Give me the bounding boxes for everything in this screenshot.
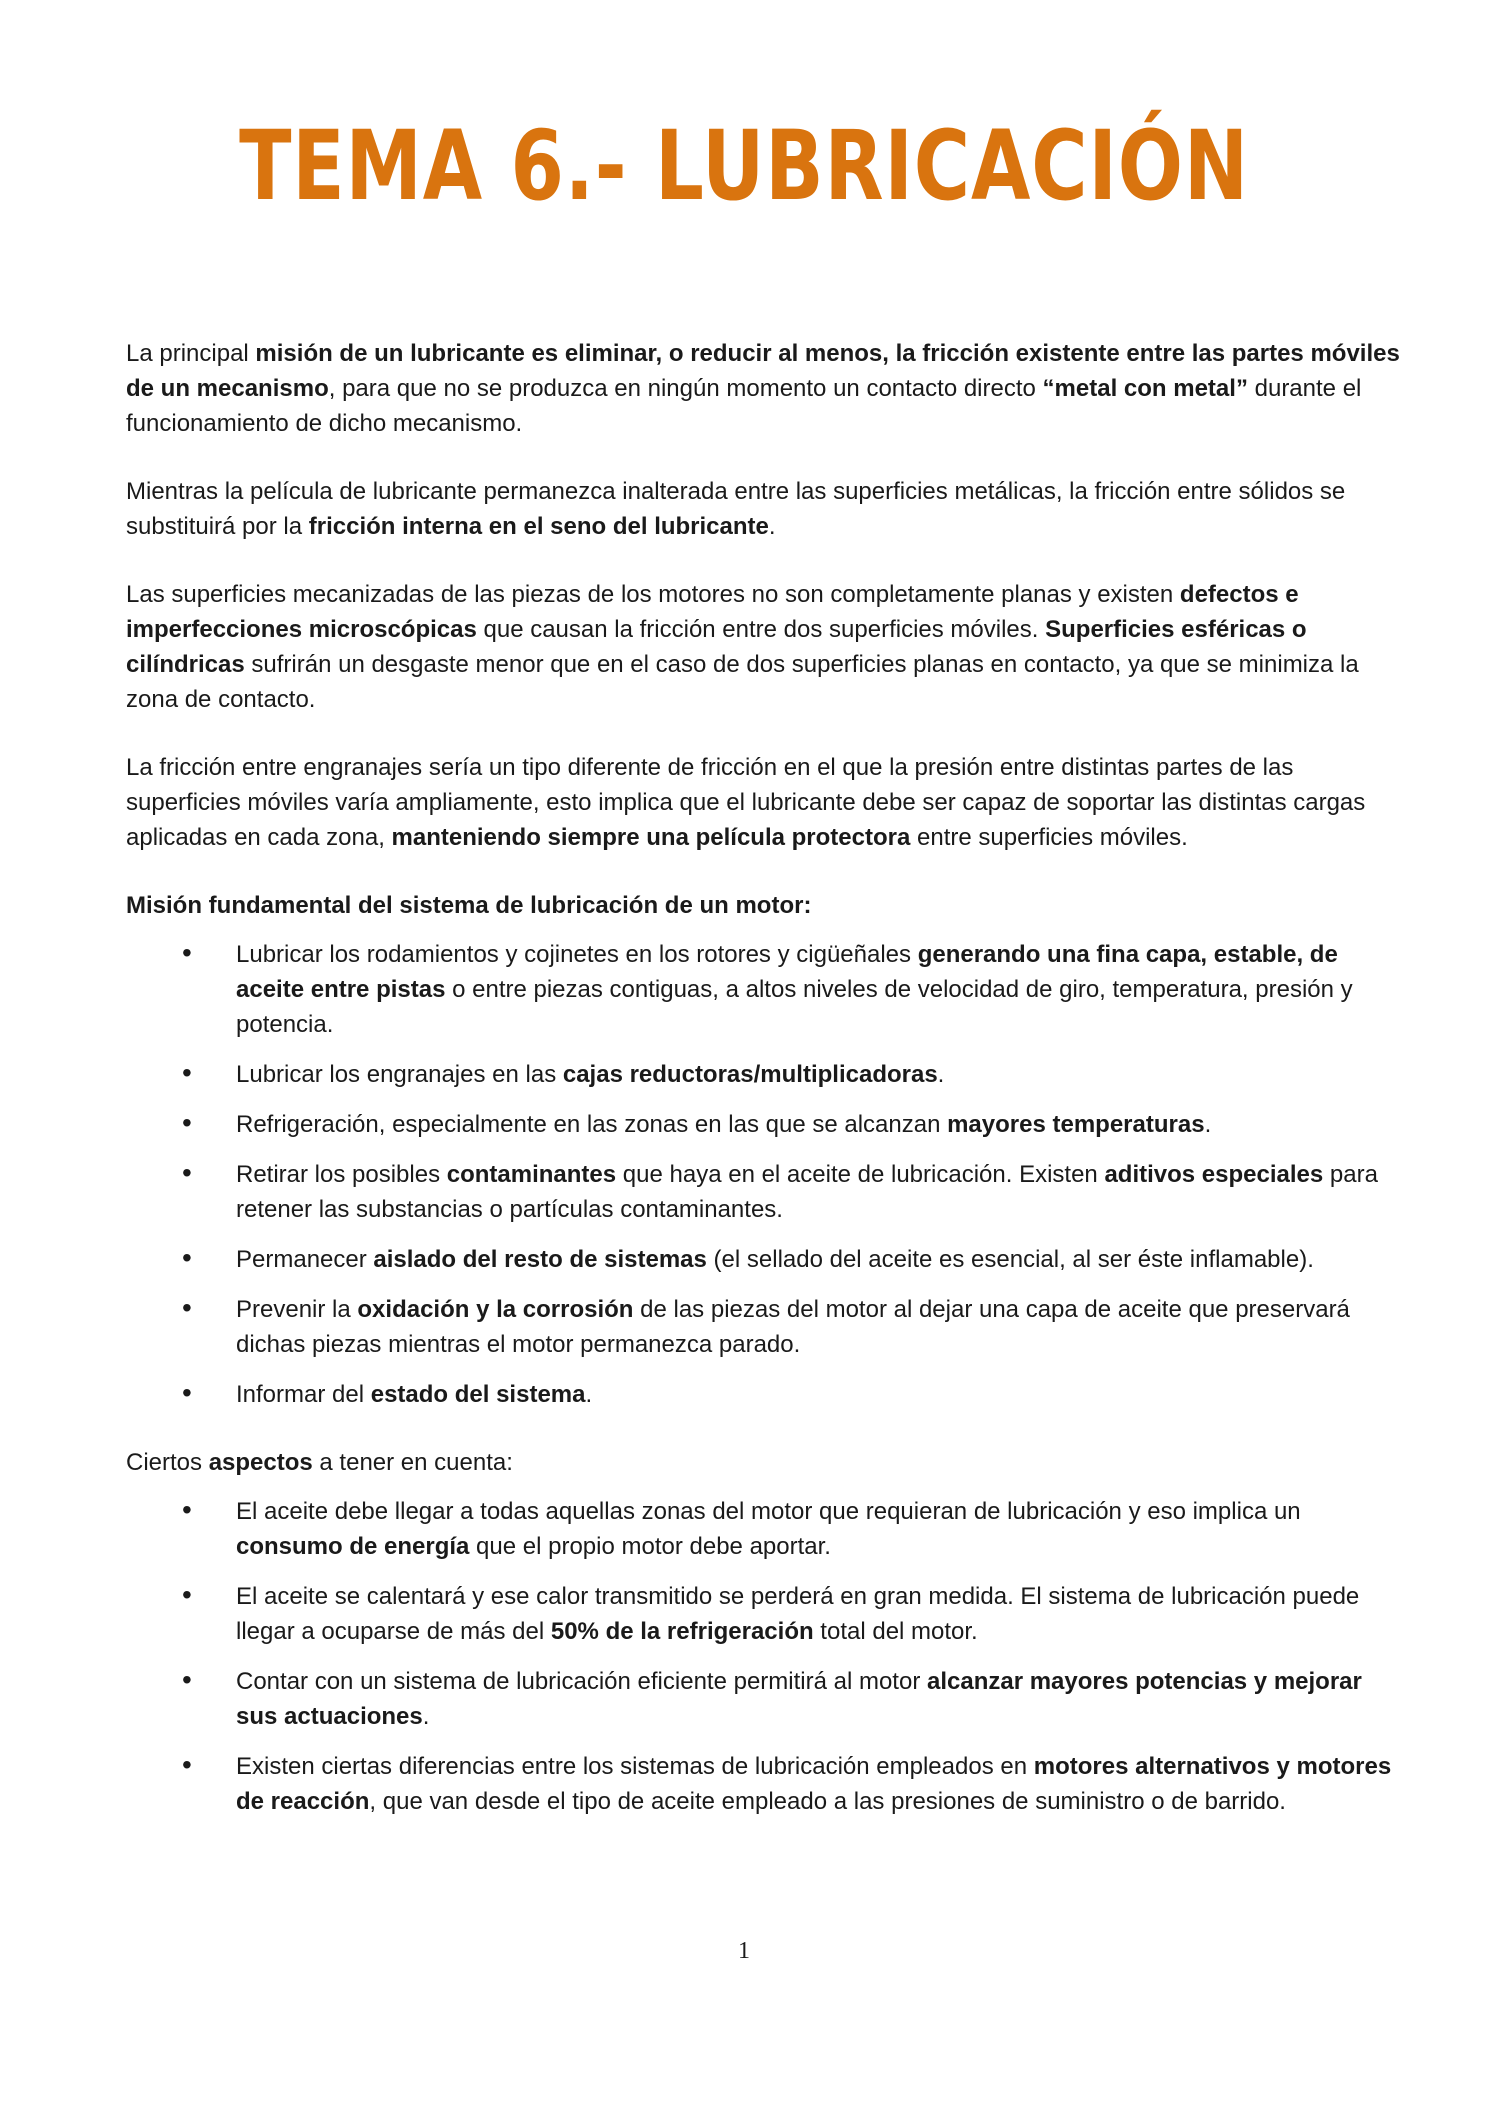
- bold-text: cajas reductoras/multiplicadoras: [562, 1061, 938, 1088]
- bold-text: aislado del resto de sistemas: [373, 1246, 707, 1273]
- bold-text: oxidación y la corrosión: [357, 1296, 634, 1323]
- text-run: Lubricar los engranajes en las: [236, 1061, 563, 1088]
- list-item: [126, 1377, 1406, 1412]
- paragraph: [126, 750, 1406, 855]
- bold-text: manteniendo siempre una película protectora: [391, 824, 911, 851]
- list-item: [126, 1107, 1406, 1142]
- text-run: para retener las substancias o partículas contaminantes.: [236, 1161, 1378, 1223]
- paragraph: [126, 474, 1406, 544]
- text-run: entre superficies móviles.: [910, 824, 1188, 851]
- text-run: Ciertos: [126, 1449, 209, 1476]
- text-run: , que van desde el tipo de aceite empleado a las presiones de suministro o de barrido.: [369, 1788, 1286, 1815]
- text-run: Prevenir la: [236, 1296, 358, 1323]
- bold-text: aditivos especiales: [1104, 1161, 1324, 1188]
- mission-list: [126, 937, 1406, 1412]
- text-run: Informar del: [236, 1381, 371, 1408]
- paragraph: [126, 336, 1406, 441]
- text-run: .: [422, 1703, 430, 1730]
- bold-text: mayores temperaturas: [947, 1111, 1205, 1138]
- aspects-list: [126, 1494, 1406, 1819]
- bullet-icon: •: [182, 1377, 192, 1408]
- text-run: total del motor.: [813, 1618, 978, 1645]
- paragraph: [126, 577, 1406, 717]
- document-title: TEMA 6.- LUBRICACIÓN: [239, 110, 1249, 222]
- bold-text: misión de un lubricante es eliminar, o reducir al menos, la fricción existente entre las partes móviles de un mecanismo: [126, 340, 1400, 402]
- text-run: que causan la fricción entre dos superficies móviles.: [476, 616, 1046, 643]
- list-item: [126, 1242, 1406, 1277]
- bullet-icon: •: [182, 1157, 192, 1188]
- list-item: [126, 1579, 1406, 1649]
- text-run: Las superficies mecanizadas de las piezas de los motores no son completamente planas y existen: [126, 581, 1180, 608]
- bold-text: “metal con metal”: [1042, 375, 1248, 402]
- bullet-icon: •: [182, 1494, 192, 1525]
- text-run: de las piezas del motor al dejar una capa de aceite que preservará dichas piezas mientras el motor permanezca parado.: [236, 1296, 1350, 1358]
- text-run: .: [768, 513, 776, 540]
- bullet-icon: •: [182, 1057, 192, 1088]
- text-run: a tener en cuenta:: [312, 1449, 513, 1476]
- text-run: El aceite se calentará y ese calor transmitido se perderá en gran medida. El sistema de lubricación puede llegar a ocuparse de más del: [236, 1583, 1360, 1645]
- list-item: [126, 1749, 1406, 1819]
- text-run: Mientras la película de lubricante permanezca inalterada entre las superficies metálicas, la fricción entre sólidos se substituirá por la: [126, 478, 1346, 540]
- bold-text: aspectos: [208, 1449, 313, 1476]
- text-run: El aceite debe llegar a todas aquellas zonas del motor que requieran de lubricación y eso implica un: [236, 1498, 1301, 1525]
- text-run: Lubricar los rodamientos y cojinetes en los rotores y cigüeñales: [236, 941, 918, 968]
- text-run: La fricción entre engranajes sería un tipo diferente de fricción en el que la presión entre distintas partes de las superficies móviles varía ampliamente, esto implica que el lubricante debe ser capaz de soportar las distintas cargas aplicadas en cada zona,: [126, 754, 1366, 851]
- text-run: que haya en el aceite de lubricación. Existen: [616, 1161, 1105, 1188]
- text-run: Permanecer: [236, 1246, 374, 1273]
- list-item: [126, 937, 1406, 1042]
- page-number: 1: [738, 1938, 750, 1964]
- bullet-icon: •: [182, 1292, 192, 1323]
- bold-text: estado del sistema: [370, 1381, 586, 1408]
- section-heading-aspects: [126, 1445, 1406, 1480]
- bold-text: motores alternativos y motores de reacción: [236, 1753, 1392, 1815]
- bullet-icon: •: [182, 1749, 192, 1780]
- bullet-icon: •: [182, 1107, 192, 1138]
- bullet-icon: •: [182, 1579, 192, 1610]
- bold-text: Superficies esféricas o cilíndricas: [126, 616, 1307, 678]
- text-run: .: [585, 1381, 593, 1408]
- list-item: [126, 1664, 1406, 1734]
- bold-text: consumo de energía: [236, 1533, 470, 1560]
- text-run: Existen ciertas diferencias entre los sistemas de lubricación empleados en: [236, 1753, 1034, 1780]
- text-run: Contar con un sistema de lubricación eficiente permitirá al motor: [236, 1668, 927, 1695]
- bold-text: 50% de la refrigeración: [550, 1618, 814, 1645]
- bold-text: contaminantes: [446, 1161, 617, 1188]
- text-run: durante el funcionamiento de dicho mecanismo.: [126, 375, 1362, 437]
- document-body: [126, 336, 1406, 1852]
- list-item: [126, 1057, 1406, 1092]
- list-item: [126, 1494, 1406, 1564]
- text-run: (el sellado del aceite es esencial, al ser éste inflamable).: [706, 1246, 1314, 1273]
- text-run: , para que no se produzca en ningún momento un contacto directo: [328, 375, 1043, 402]
- text-run: La principal: [126, 340, 256, 367]
- list-item: [126, 1157, 1406, 1227]
- bullet-icon: •: [182, 1664, 192, 1695]
- text-run: Retirar los posibles: [236, 1161, 447, 1188]
- bold-text: alcanzar mayores potencias y mejorar sus actuaciones: [236, 1668, 1362, 1730]
- text-run: sufrirán un desgaste menor que en el caso de dos superficies planas en contacto, ya que se minimiza la zona de contacto.: [126, 651, 1359, 713]
- list-item: [126, 1292, 1406, 1362]
- bold-text: generando una fina capa, estable, de aceite entre pistas: [236, 941, 1338, 1003]
- bold-text: fricción interna en el seno del lubricante: [308, 513, 769, 540]
- text-run: .: [937, 1061, 945, 1088]
- text-run: .: [1204, 1111, 1212, 1138]
- text-run: Refrigeración, especialmente en las zonas en las que se alcanzan: [236, 1111, 948, 1138]
- text-run: que el propio motor debe aportar.: [469, 1533, 831, 1560]
- section-heading-mission: [126, 888, 1406, 923]
- text-run: o entre piezas contiguas, a altos niveles de velocidad de giro, temperatura, presión y potencia.: [236, 976, 1353, 1038]
- bold-text: Misión fundamental del sistema de lubricación de un motor:: [126, 892, 812, 919]
- bold-text: defectos e imperfecciones microscópicas: [126, 581, 1299, 643]
- bullet-icon: •: [182, 937, 192, 968]
- bullet-icon: •: [182, 1242, 192, 1273]
